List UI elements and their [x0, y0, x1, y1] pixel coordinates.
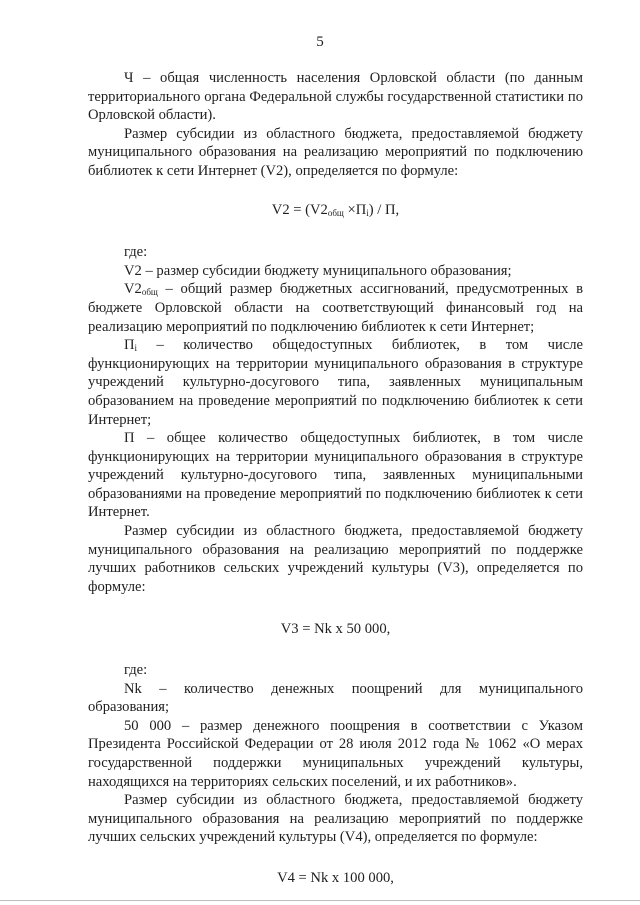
page-bottom-edge [0, 900, 640, 901]
formula-v3: V3 = Nk x 50 000, [280, 621, 391, 638]
formula-v2-sub-i: i [366, 207, 369, 218]
definition-v2-obsh-sub: общ [141, 287, 158, 298]
where-label-1: где: [124, 244, 148, 261]
page-number: 5 [316, 34, 324, 50]
formula-v2-rhs: ) / П, [368, 201, 400, 218]
document-body [88, 69, 583, 888]
definition-v2-obsh-text: – общий размер бюджетных ассигнований, предусмотренных в бюджете Орловской области на соответствующий финансовый год на реализацию мероприятий по подключению библиотек к сети Интернет; [88, 281, 583, 335]
formula-v2-sub-obsh: общ [327, 207, 344, 218]
definition-50000: 50 000 – размер денежного поощрения в соответствии с Указом Президента Российской Федерации от 28 июля 2012 года № 1062 «О мерах государственной поддержки муниципальных учреждений культуры, находящихся на территориях сельских поселений, и их работников». [88, 717, 583, 790]
formula-v4: V4 = Nk x 100 000, [277, 869, 394, 886]
definition-pi [88, 336, 583, 429]
where-label-2: где: [124, 662, 148, 679]
definition-pi-sub: i [134, 343, 138, 354]
paragraph-v2-intro: Размер субсидии из областного бюджета, предоставляемой бюджету муниципального образования на реализацию мероприятий по подключению библиотек к сети Интернет (V2), определяется по формуле: [88, 125, 583, 179]
definition-v2-obsh [88, 280, 583, 336]
formula-v2 [88, 201, 583, 220]
definition-v2: V2 – размер субсидии бюджету муниципального образования; [124, 262, 512, 279]
definition-v2-obsh-term: V2 [124, 281, 142, 298]
definition-pi-term: П [124, 337, 135, 354]
paragraph-v4-intro: Размер субсидии из областного бюджета, предоставляемой бюджету муниципального образования на реализацию мероприятий по поддержке лучших сельских учреждений культуры (V4), определяется по формуле: [88, 792, 583, 846]
formula-v2-mid: ×П [343, 201, 367, 218]
definition-p: П – общее количество общедоступных библиотек, в том числе функционирующих на территории муниципального образования в структуре учреждений культурно-досугового типа, заявленных муниципальными образованиями на проведение мероприятий по подключению библиотек к сети Интернет. [88, 430, 583, 521]
formula-v2-lhs: V2 = (V2 [271, 201, 328, 218]
paragraph-ch-definition: Ч – общая численность населения Орловской области (по данным территориального органа Федеральной службы государственной статистики по Орловской области). [88, 70, 583, 124]
definition-pi-text: – количество общедоступных библиотек, в том числе функционирующих на территории муниципального образования в структуре учреждений культурно-досугового типа, заявленных муниципальным образованием на проведение мероприятий по подключению библиотек к сети Интернет; [88, 337, 583, 428]
definition-nk: Nk – количество денежных поощрений для муниципального образования; [88, 680, 583, 716]
paragraph-v3-intro: Размер субсидии из областного бюджета, предоставляемой бюджету муниципального образования на реализацию мероприятий по поддержке лучших работников сельских учреждений культуры (V3), определяется по формуле: [88, 523, 583, 595]
